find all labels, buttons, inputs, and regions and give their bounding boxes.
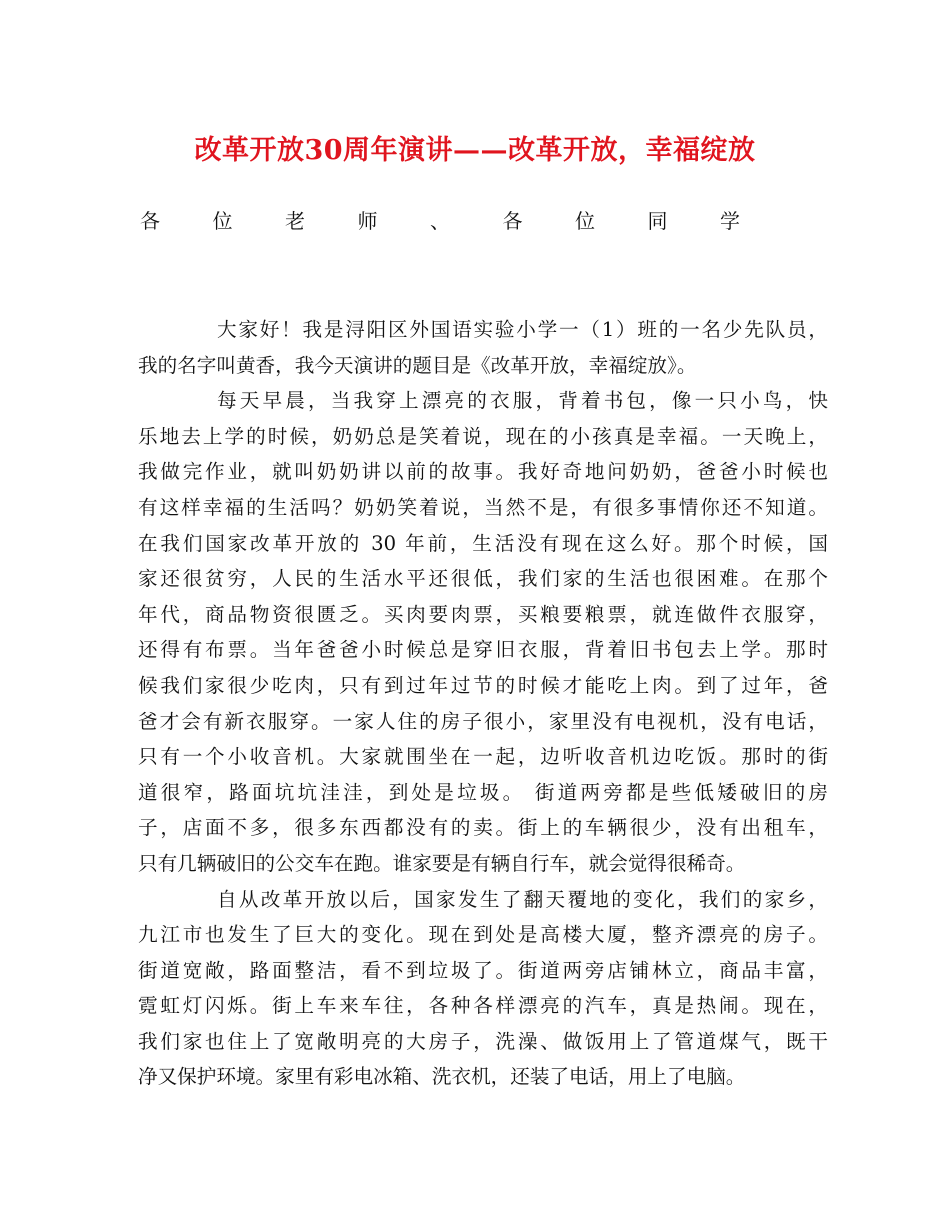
paragraph-past xyxy=(138,383,828,881)
text-line: 道很窄，路面坑坑洼洼，到处是垃圾。 街道两旁都是些低矮破旧的房 xyxy=(138,780,828,804)
text-line: 街道宽敞，路面整洁，看不到垃圾了。街道两旁店铺林立，商品丰富， xyxy=(138,958,828,982)
text-line: 大家好！我是浔阳区外国语实验小学一（1）班的一名少先队员， xyxy=(217,318,828,341)
speech-body xyxy=(138,312,828,1095)
greeting-line xyxy=(140,205,740,237)
greeting-char: 位 xyxy=(212,209,233,233)
text-line: 有这样幸福的生活吗？奶奶笑着说，当然不是，有很多事情你还不知道。 xyxy=(138,495,828,519)
text-line: 我们家也住上了宽敞明亮的大房子，洗澡、做饭用上了管道煤气，既干 xyxy=(138,1029,828,1053)
text-line: 只有一个小收音机。大家就围坐在一起，边听收音机边吃饭。那时的街 xyxy=(138,745,828,769)
greeting-char: 同 xyxy=(647,209,668,233)
text-line: 子，店面不多，很多东西都没有的卖。街上的车辆很少，没有出租车， xyxy=(138,816,828,840)
greeting-char: 各 xyxy=(502,209,523,233)
greeting-char: 学 xyxy=(720,209,740,233)
text-line: 候我们家很少吃肉，只有到过年过节的时候才能吃上肉。到了过年，爸 xyxy=(138,673,828,697)
greeting-char: 师 xyxy=(357,209,378,233)
text-line: 自从改革开放以后，国家发生了翻天覆地的变化，我们的家乡， xyxy=(217,887,828,911)
text-line: 霓虹灯闪烁。街上车来车往，各种各样漂亮的汽车，真是热闹。现在， xyxy=(138,994,828,1018)
paragraph-present xyxy=(138,882,828,1096)
text-line: 家还很贫穷，人民的生活水平还很低，我们家的生活也很困难。在那个 xyxy=(138,567,828,591)
text-line: 爸才会有新衣服穿。一家人住的房子很小，家里没有电视机，没有电话， xyxy=(138,709,828,733)
text-line: 只有几辆破旧的公交车在跑。谁家要是有辆自行车，就会觉得很稀奇。 xyxy=(138,851,746,875)
text-line: 乐地去上学的时候，奶奶总是笑着说，现在的小孩真是幸福。一天晚上， xyxy=(138,424,828,448)
greeting-char: 各 xyxy=(140,209,160,233)
text-line: 还得有布票。当年爸爸小时候总是穿旧衣服，背着旧书包去上学。那时 xyxy=(138,638,828,662)
page-title: 改革开放30周年演讲——改革开放，幸福绽放 xyxy=(194,135,756,166)
text-line: 九江市也发生了巨大的变化。现在到处是高楼大厦，整齐漂亮的房子。 xyxy=(138,923,828,947)
text-line: 净又保护环境。家里有彩电冰箱、洗衣机，还装了电话，用上了电脑。 xyxy=(138,1065,746,1089)
text-line: 我的名字叫黄香，我今天演讲的题目是《改革开放，幸福绽放》。 xyxy=(138,353,697,377)
text-line: 我做完作业，就叫奶奶讲以前的故事。我好奇地问奶奶，爸爸小时候也 xyxy=(138,460,828,484)
paragraph-intro xyxy=(138,312,828,383)
greeting-char: 、 xyxy=(430,209,450,233)
greeting-char: 位 xyxy=(575,209,595,233)
text-line: 年代，商品物资很匮乏。买肉要肉票，买粮要粮票，就连做件衣服穿， xyxy=(138,602,828,626)
greeting-char: 老 xyxy=(285,209,305,233)
text-line: 每天早晨，当我穿上漂亮的衣服，背着书包，像一只小鸟，快 xyxy=(217,389,828,413)
text-line: 在我们国家改革开放的 30 年前，生活没有现在这么好。那个时候，国 xyxy=(138,531,828,555)
